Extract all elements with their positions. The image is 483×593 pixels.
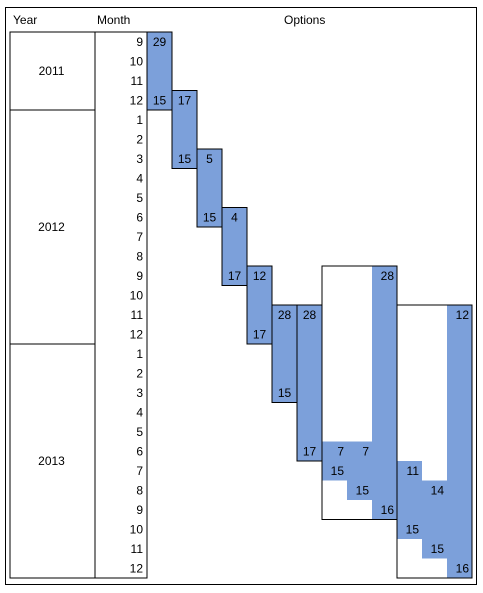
month-label: 12 xyxy=(129,327,143,342)
month-label: 2 xyxy=(136,366,143,381)
month-label: 7 xyxy=(136,464,143,478)
month-label: 5 xyxy=(136,191,143,205)
option-value-label: 15 xyxy=(430,542,444,556)
option-group-main-bar xyxy=(447,305,472,578)
option-value-label: 17 xyxy=(227,269,242,283)
month-label: 12 xyxy=(129,93,143,108)
year-label: 2011 xyxy=(38,64,65,78)
option-value-label: 12 xyxy=(252,269,267,283)
option-value-label: 11 xyxy=(406,464,419,478)
option-value-label: 14 xyxy=(430,483,444,498)
option-value-label: 15 xyxy=(152,93,167,108)
year-label: 2013 xyxy=(38,454,65,468)
option-group-main-bar xyxy=(372,266,397,520)
option-value-label: 17 xyxy=(177,93,192,108)
grid-layer xyxy=(10,32,147,578)
month-label: 6 xyxy=(136,444,143,459)
stair-cell xyxy=(422,500,447,520)
month-label: 12 xyxy=(129,561,143,576)
month-label: 10 xyxy=(129,288,143,303)
option-value-label: 12 xyxy=(455,308,469,322)
option-value-label: 7 xyxy=(362,444,369,459)
month-label: 11 xyxy=(130,74,143,88)
month-label: 1 xyxy=(136,113,143,127)
option-value-label: 28 xyxy=(380,269,394,283)
month-label: 5 xyxy=(136,425,143,439)
month-label: 10 xyxy=(129,522,143,537)
year-column-header: Year xyxy=(13,13,38,27)
month-label: 6 xyxy=(136,210,143,225)
option-value-label: 15 xyxy=(177,152,192,166)
month-label: 7 xyxy=(136,230,143,244)
stair-cell xyxy=(397,500,422,520)
option-value-label: 15 xyxy=(277,386,292,400)
month-label: 11 xyxy=(130,308,143,322)
option-value-label: 15 xyxy=(202,210,217,225)
stair-cell xyxy=(422,520,447,540)
option-value-label: 28 xyxy=(302,308,317,322)
option-bar xyxy=(297,305,322,461)
option-value-label: 16 xyxy=(380,503,394,517)
month-label: 4 xyxy=(136,405,143,420)
month-label: 3 xyxy=(136,152,143,166)
stair-cell xyxy=(397,481,422,501)
option-value-label: 16 xyxy=(455,561,469,576)
month-label: 9 xyxy=(136,269,143,283)
option-value-label: 5 xyxy=(206,152,213,166)
month-label: 11 xyxy=(130,542,143,556)
month-label: 2 xyxy=(136,132,143,147)
month-label: 10 xyxy=(129,54,143,69)
option-value-label: 29 xyxy=(152,35,167,49)
stair-cell xyxy=(347,461,372,481)
month-label: 4 xyxy=(136,171,143,186)
option-value-label: 15 xyxy=(330,464,344,478)
option-value-label: 17 xyxy=(252,327,267,342)
option-value-label: 28 xyxy=(277,308,292,322)
month-label: 1 xyxy=(136,347,143,361)
option-value-label: 17 xyxy=(302,444,317,459)
month-label: 9 xyxy=(136,35,143,49)
month-label: 9 xyxy=(136,503,143,517)
option-value-label: 15 xyxy=(355,483,369,498)
month-column-header: Month xyxy=(97,13,131,27)
month-label: 8 xyxy=(136,249,143,264)
options-column-header: Options xyxy=(284,13,326,27)
month-label: 8 xyxy=(136,483,143,498)
option-bars-layer xyxy=(147,32,472,578)
month-label: 3 xyxy=(136,386,143,400)
option-value-label: 4 xyxy=(231,210,238,225)
option-value-label: 15 xyxy=(405,522,419,537)
year-label: 2012 xyxy=(38,220,65,234)
option-value-label: 7 xyxy=(337,444,344,459)
